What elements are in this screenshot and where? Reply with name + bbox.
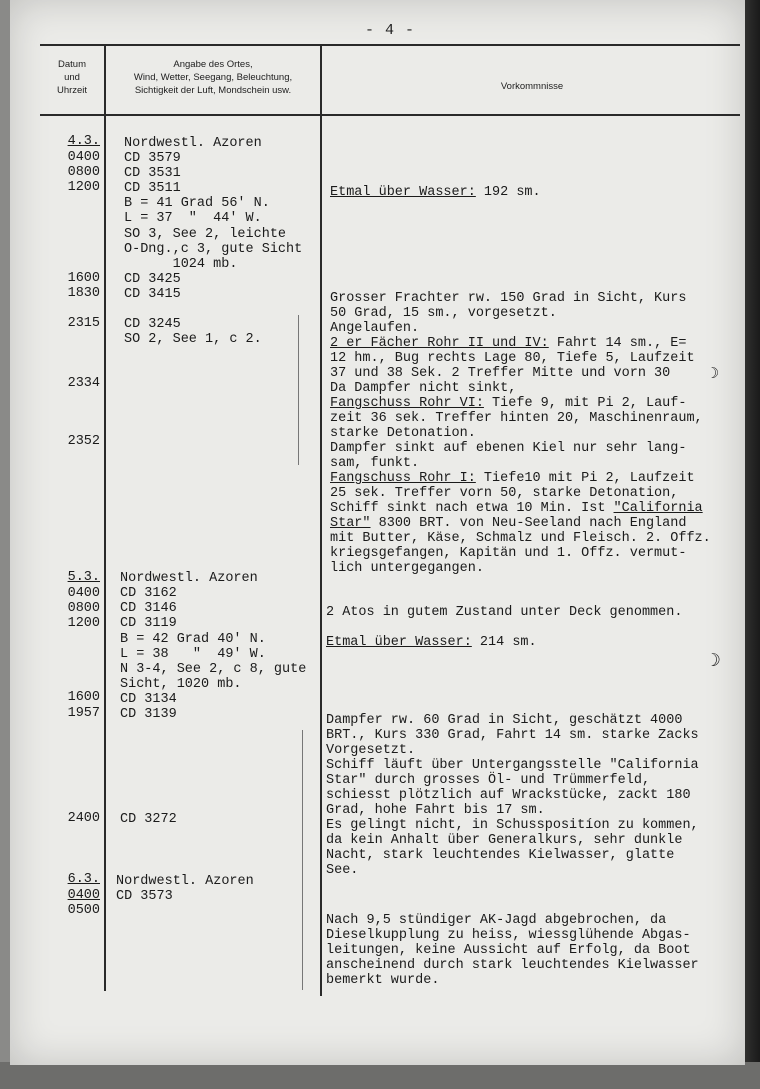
- page-number: - 4 -: [365, 22, 416, 39]
- latitude: B = 41 Grad 56' N.: [124, 196, 270, 211]
- event-line: 25 sek. Treffer vorn 50, starke Detonation,: [330, 486, 679, 501]
- header-date-time: Datum und Uhrzeit: [56, 59, 88, 96]
- time-entry: 0800: [67, 601, 100, 616]
- time-entry: 1600: [67, 690, 100, 705]
- event-line: 37 und 38 Sek. 2 Treffer Mitte und vorn 30: [330, 366, 671, 381]
- event-line: kriegsgefangen, Kapitän und 1. Offz. vermut-: [330, 546, 687, 561]
- event-line: Da Dampfer nicht sinkt,: [330, 381, 517, 396]
- time-entry: 0500: [67, 903, 100, 918]
- time-entry: 2352: [67, 434, 100, 449]
- event-line: Dampfer sinkt auf ebenen Kiel nur sehr lang-: [330, 441, 687, 456]
- grid-square: CD 3245: [124, 317, 181, 332]
- time-entry: 0400: [67, 888, 100, 903]
- time-entry: 1957: [67, 706, 100, 721]
- latitude: B = 42 Grad 40' N.: [120, 632, 266, 647]
- location-label: Nordwestl. Azoren: [124, 136, 262, 151]
- event-line: Dampfer rw. 60 Grad in Sicht, geschätzt 4000: [326, 713, 683, 728]
- column-divider-2: [320, 46, 322, 996]
- event-line: Nacht, stark leuchtendes Kielwasser, glatte: [326, 848, 675, 863]
- event-line: Schiff sinkt nach etwa 10 Min. Ist "California: [330, 501, 703, 516]
- event-line: Grad, hohe Fahrt bis 17 sm.: [326, 803, 545, 818]
- time-entry: 0400: [67, 586, 100, 601]
- event-line: 2 er Fächer Rohr II und IV: Fahrt 14 sm., E=: [330, 336, 687, 351]
- weather-line: SO 2, See 1, c 2.: [124, 332, 262, 347]
- date-4-3: 4.3.: [67, 134, 100, 149]
- moon-icon: ☽: [710, 652, 721, 672]
- date-5-3: 5.3.: [67, 570, 100, 585]
- event-line: starke Detonation.: [330, 426, 476, 441]
- grid-square: CD 3415: [124, 287, 181, 302]
- grid-square: CD 3531: [124, 166, 181, 181]
- event-line: sam, funkt.: [330, 456, 420, 471]
- weather-line: SO 3, See 2, leichte: [124, 227, 287, 242]
- grid-square: CD 3119: [120, 616, 177, 631]
- event-line: Nach 9,5 stündiger AK-Jagd abgebrochen, da: [326, 913, 667, 928]
- event-line: schiesst plötzlich auf Wrackstücke, zackt 180: [326, 788, 691, 803]
- time-entry: 2315: [67, 316, 100, 331]
- time-entry: 0800: [67, 165, 100, 180]
- event-line: 2 Atos in gutem Zustand unter Deck genommen.: [326, 605, 683, 620]
- grid-square: CD 3579: [124, 151, 181, 166]
- event-line: anscheinend durch stark leuchtendes Kielwasser: [326, 958, 699, 973]
- location-label: Nordwestl. Azoren: [120, 571, 258, 586]
- event-line: 50 Grad, 15 sm., vorgesetzt.: [330, 306, 557, 321]
- etmal-entry: Etmal über Wasser: 192 sm.: [330, 185, 541, 200]
- event-line: Fangschuss Rohr I: Tiefe10 mit Pi 2, Laufzeit: [330, 471, 695, 486]
- etmal-entry: Etmal über Wasser: 214 sm.: [326, 635, 537, 650]
- event-line: lich untergegangen.: [330, 561, 484, 576]
- column-divider-1: [104, 46, 106, 991]
- grid-square: CD 3511: [124, 181, 181, 196]
- event-line: See.: [326, 863, 359, 878]
- time-entry: 1200: [67, 180, 100, 195]
- event-line: leitungen, keine Aussicht auf Erfolg, da Boot: [326, 943, 691, 958]
- time-entry: 2400: [67, 811, 100, 826]
- grid-square: CD 3139: [120, 707, 177, 722]
- time-entry: 0400: [67, 150, 100, 165]
- event-line: zeit 36 sek. Treffer hinten 20, Maschinenraum,: [330, 411, 703, 426]
- scan-background: [0, 1062, 760, 1089]
- event-line: Angelaufen.: [330, 321, 420, 336]
- longitude: L = 37 " 44' W.: [124, 211, 262, 226]
- weather-line: O-Dng.,c 3, gute Sicht: [124, 242, 303, 257]
- grid-square: CD 3162: [120, 586, 177, 601]
- faint-divider: [302, 730, 303, 990]
- moon-icon: ☽: [710, 366, 720, 383]
- date-6-3: 6.3.: [67, 872, 100, 887]
- event-line: Grosser Frachter rw. 150 Grad in Sicht, Kurs: [330, 291, 687, 306]
- time-entry: 2334: [67, 376, 100, 391]
- event-line: Fangschuss Rohr VI: Tiefe 9, mit Pi 2, Lauf-: [330, 396, 687, 411]
- table-top-rule: [40, 44, 740, 46]
- faint-divider: [298, 315, 299, 465]
- event-line: Vorgesetzt.: [326, 743, 416, 758]
- header-bottom-rule: [40, 114, 740, 116]
- log-page: [10, 0, 745, 1065]
- event-line: Es gelingt nicht, in Schusspositíon zu kommen,: [326, 818, 699, 833]
- event-line: Star" durch grosses Öl- und Trümmerfeld,: [326, 773, 651, 788]
- grid-square: CD 3146: [120, 601, 177, 616]
- location-label: Nordwestl. Azoren: [116, 874, 254, 889]
- weather-line: N 3-4, See 2, c 8, gute: [120, 662, 307, 677]
- grid-square: CD 3573: [116, 889, 173, 904]
- time-entry: 1200: [67, 616, 100, 631]
- longitude: L = 38 " 49' W.: [120, 647, 266, 662]
- event-line: BRT., Kurs 330 Grad, Fahrt 14 sm. starke Zacks: [326, 728, 699, 743]
- weather-line: 1024 mb.: [124, 257, 238, 272]
- weather-line: Sicht, 1020 mb.: [120, 677, 242, 692]
- grid-square: CD 3272: [120, 812, 177, 827]
- grid-square: CD 3425: [124, 272, 181, 287]
- time-entry: 1600: [67, 271, 100, 286]
- event-line: bemerkt wurde.: [326, 973, 440, 988]
- event-line: Dieselkupplung zu heiss, wiessglühende Abgas-: [326, 928, 691, 943]
- event-line: mit Butter, Käse, Schmalz und Fleisch. 2. Offz.: [330, 531, 711, 546]
- event-line: Star" 8300 BRT. von Neu-Seeland nach England: [330, 516, 687, 531]
- header-events: Vorkommnisse: [500, 81, 564, 92]
- event-line: Schiff läuft über Untergangsstelle "California: [326, 758, 699, 773]
- event-line: da kein Anhalt über Generalkurs, sehr dunkle: [326, 833, 683, 848]
- time-entry: 1830: [67, 286, 100, 301]
- event-line: 12 hm., Bug rechts Lage 80, Tiefe 5, Laufzeit: [330, 351, 695, 366]
- grid-square: CD 3134: [120, 692, 177, 707]
- header-location: Angabe des Ortes, Wind, Wetter, Seegang, Beleuchtung, Sichtigkeit der Luft, Mondschein usw.: [133, 59, 293, 96]
